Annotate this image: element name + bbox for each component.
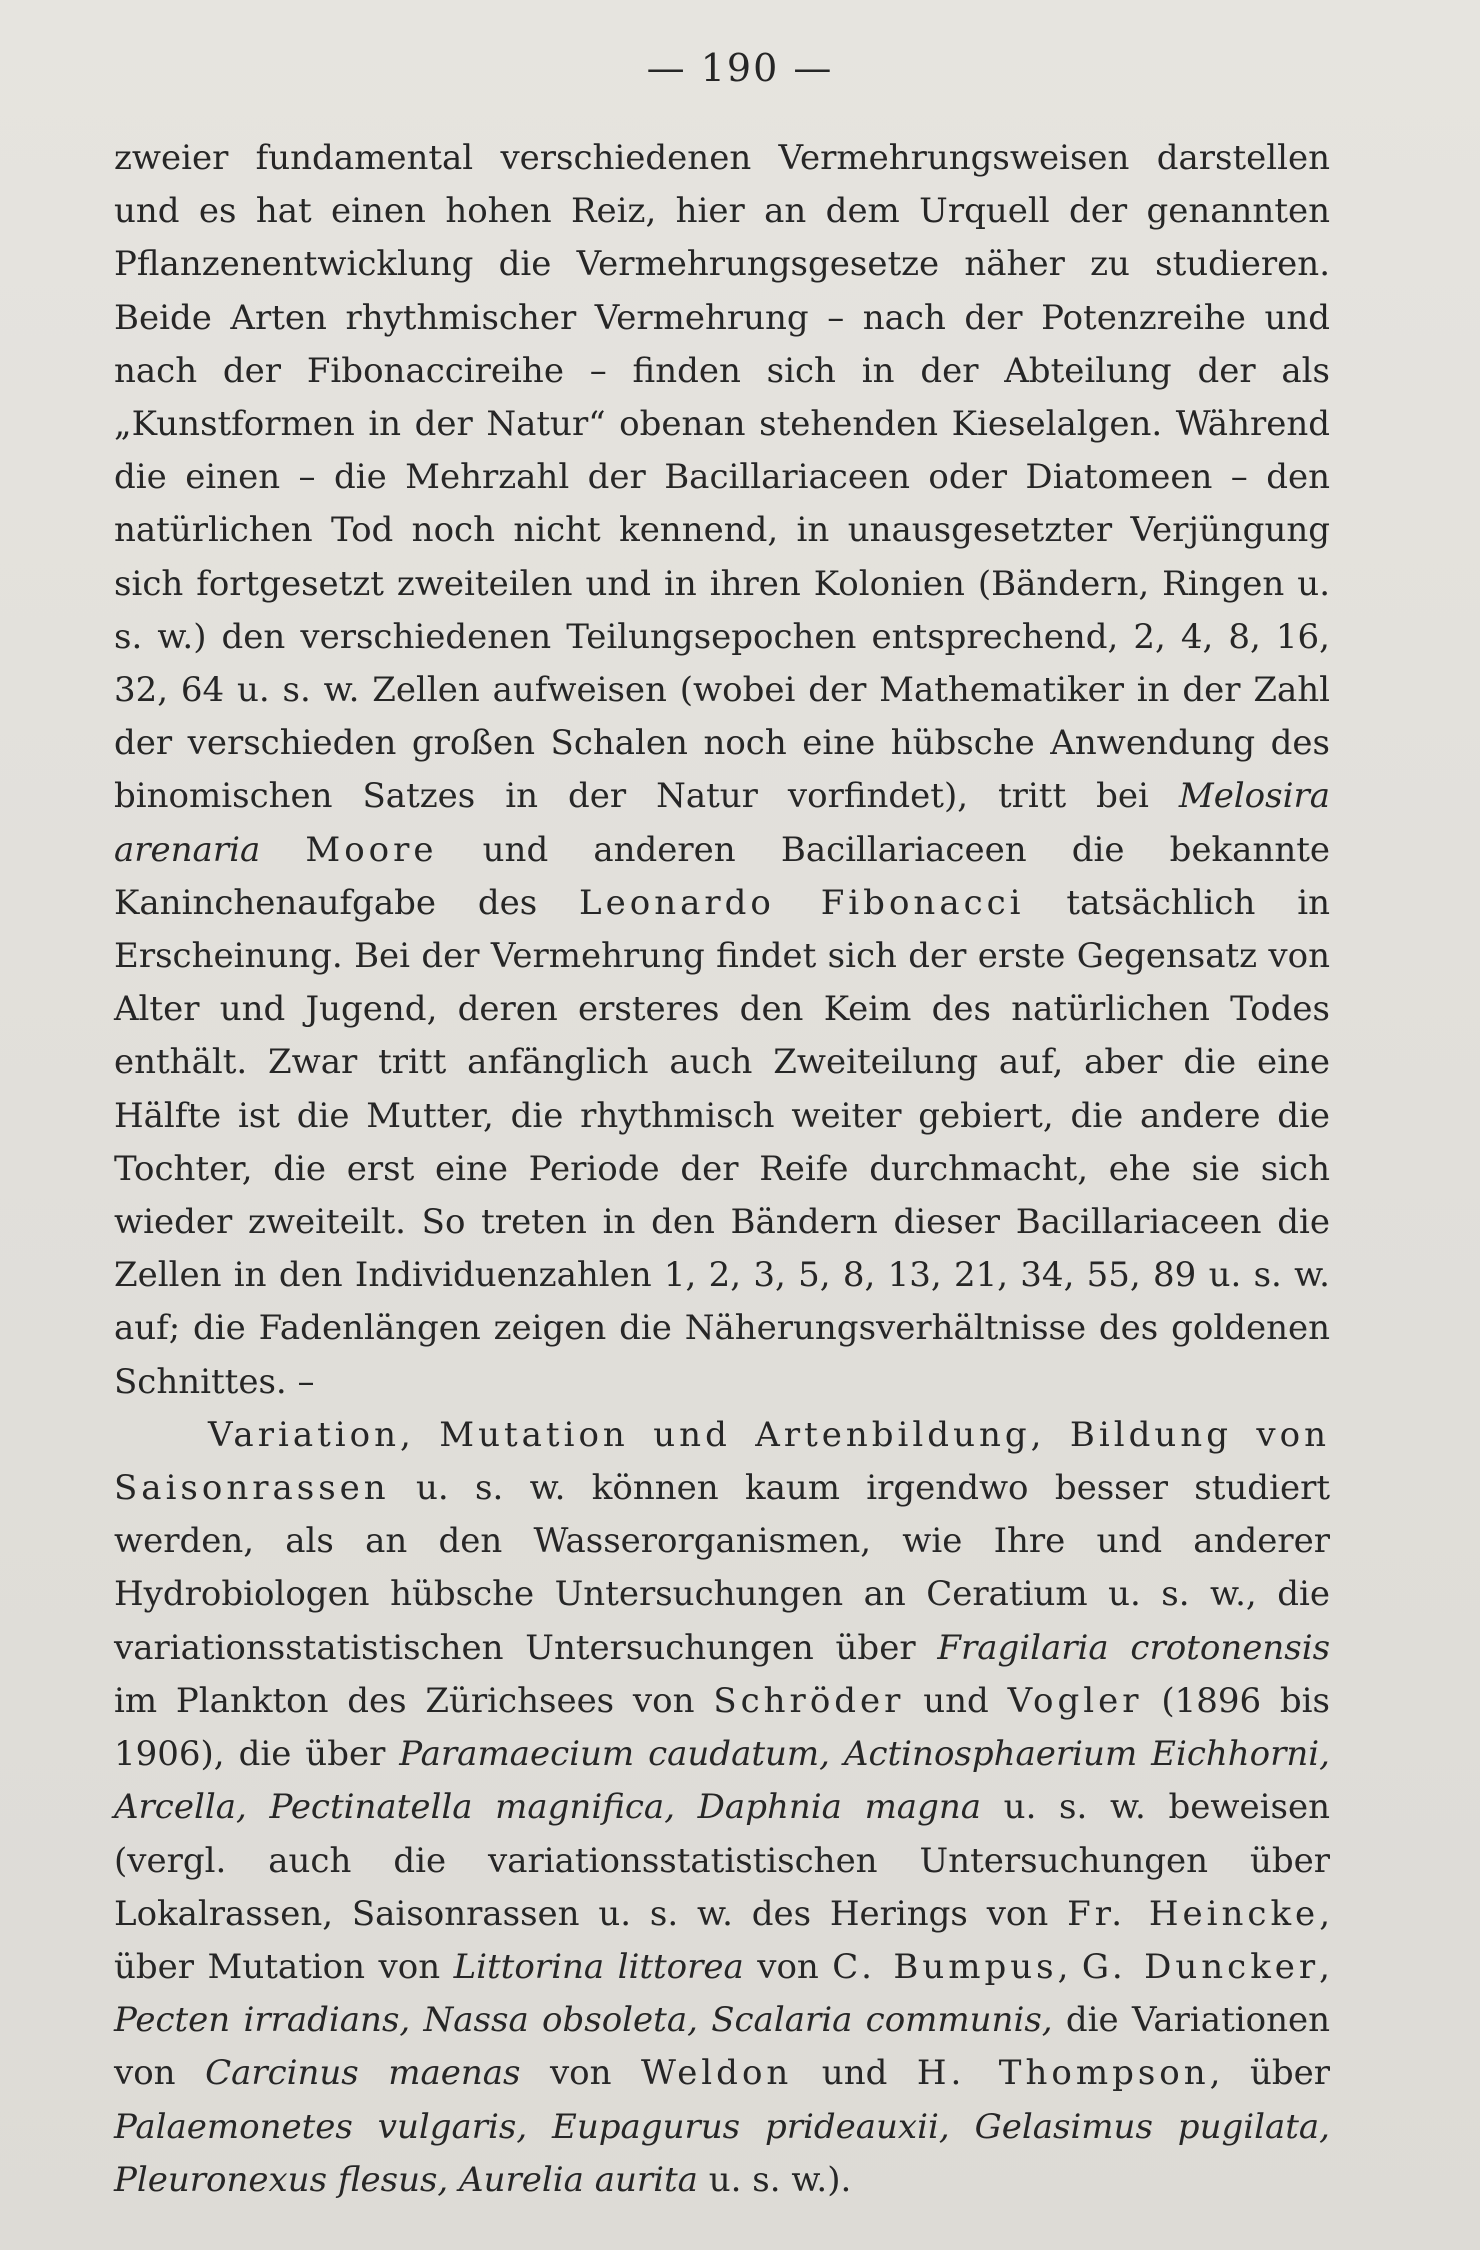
text-run: und [792, 2053, 917, 2094]
italic-term: Pecten irradians, Nassa obsoleta, Scalaria communis, [114, 2000, 1053, 2041]
text-run: u. s. w.). [697, 2159, 852, 2200]
text-run: von [743, 1946, 833, 1987]
italic-term: Palaemonetes vulgaris, Eupagurus prideauxii, Gelasimus pugilata, Pleuronexus flesus, Aurelia aurita [114, 2106, 1330, 2200]
spaced-name: Variation, Mutation und Artenbildung, Bildung von Saisonrassen [114, 1414, 1330, 1509]
italic-term: Fragilaria crotonensis [937, 1627, 1331, 1668]
paragraph-2 [114, 1409, 1330, 2207]
spaced-name: Fr. Heincke [1067, 1893, 1320, 1934]
text-run: , über Mutation von [114, 1893, 1330, 1987]
text-run: zweier fundamental verschiedenen Vermehrungsweisen darstellen und es hat einen hohen Reiz, hier an dem Urquell der genannten Pflanzenentwicklung die Vermehrungsgesetze näher zu studieren. Beide Arten rhythmischer Vermehrung – nach der Potenzreihe und nach der Fibonaccireihe – finden sich in der Abteilung der als „Kunstformen in der Natur“ obenan stehenden Kieselalgen. Während die einen – die Mehrzahl der Bacillariaceen oder Diatomeen – den natürlichen Tod noch nicht kennend, in unausgesetzter Verjüngung sich fortgesetzt zweiteilen und in ihren Kolonien (Bändern, Ringen u. s. w.) den verschiedenen Teilungsepochen entsprechend, 2, 4, 8, 16, 32, 64 u. s. w. Zellen aufweisen (wobei der Mathematiker in der Zahl der verschieden großen Schalen noch eine hübsche Anwendung des binomischen Satzes in der Natur vorfindet), tritt bei [114, 138, 1330, 817]
text-run: , über [1209, 2053, 1330, 2094]
italic-term: Carcinus maenas [205, 2053, 521, 2094]
spaced-name: Weldon [641, 2053, 793, 2094]
body-text [114, 132, 1330, 2207]
text-run [260, 830, 305, 870]
text-run: , [1057, 1946, 1082, 1987]
paragraph-1 [114, 132, 1330, 1409]
spaced-name: H. Thompson [916, 2053, 1210, 2094]
spaced-name: Leonardo Fibonacci [579, 882, 1025, 923]
spaced-name: Schröder [713, 1680, 905, 1721]
text-run: tatsächlich in Erscheinung. Bei der Vermehrung findet sich der erste Gegensatz von Alter und Jugend, deren ersteres den Keim des natürlichen Todes enthält. Zwar tritt anfänglich auch Zweiteilung auf, aber die eine Hälfte ist die Mutter, die rhythmisch weiter gebiert, die andere die Tochter, die erst eine Periode der Reife durchmacht, ehe sie sich wieder zweiteilt. So treten in den Bändern dieser Bacillariaceen die Zellen in den Individuenzahlen 1, 2, 3, 5, 8, 13, 21, 34, 55, 89 u. s. w. auf; die Fadenlängen zeigen die Näherungsverhältnisse des goldenen Schnittes. – [114, 882, 1330, 1402]
spaced-name: G. Duncker [1081, 1946, 1320, 1987]
spaced-name: Vogler [1007, 1680, 1143, 1721]
spaced-name: Moore [305, 829, 438, 870]
text-run: , [1319, 1946, 1330, 1987]
page-number: — 190 — [646, 46, 834, 90]
text-run: die Variationen von [114, 2000, 1330, 2094]
text-run: im Plankton des Zürichsees von [114, 1680, 714, 1721]
italic-term: Paramaecium caudatum, Actinosphaerium Eichhorni, Arcella, Pectinatella magnifica, Daphnia magna [114, 1734, 1330, 1828]
text-run: u. s. w. beweisen (vergl. auch die variationsstatistischen Untersuchungen über Lokalrassen, Saisonrassen u. s. w. des Herings von [114, 1787, 1330, 1934]
text-run: von [520, 2053, 642, 2094]
italic-term: Melosira arenaria [114, 776, 1330, 870]
spaced-name: C. Bumpus [832, 1946, 1058, 1987]
text-run: (1896 bis 1906), die über [114, 1680, 1330, 1775]
text-run: und [904, 1680, 1008, 1721]
text-run: und anderen Bacillariaceen die bekannte Kaninchenaufgabe des [114, 829, 1330, 923]
text-run: u. s. w. können kaum irgendwo besser studiert werden, als an den Wasserorganismen, wie Ihre und anderer Hydrobiologen hübsche Untersuchungen an Ceratium u. s. w., die variationsstatistischen Untersuchungen über [114, 1468, 1330, 1668]
italic-term: Littorina littorea [453, 1946, 744, 1987]
